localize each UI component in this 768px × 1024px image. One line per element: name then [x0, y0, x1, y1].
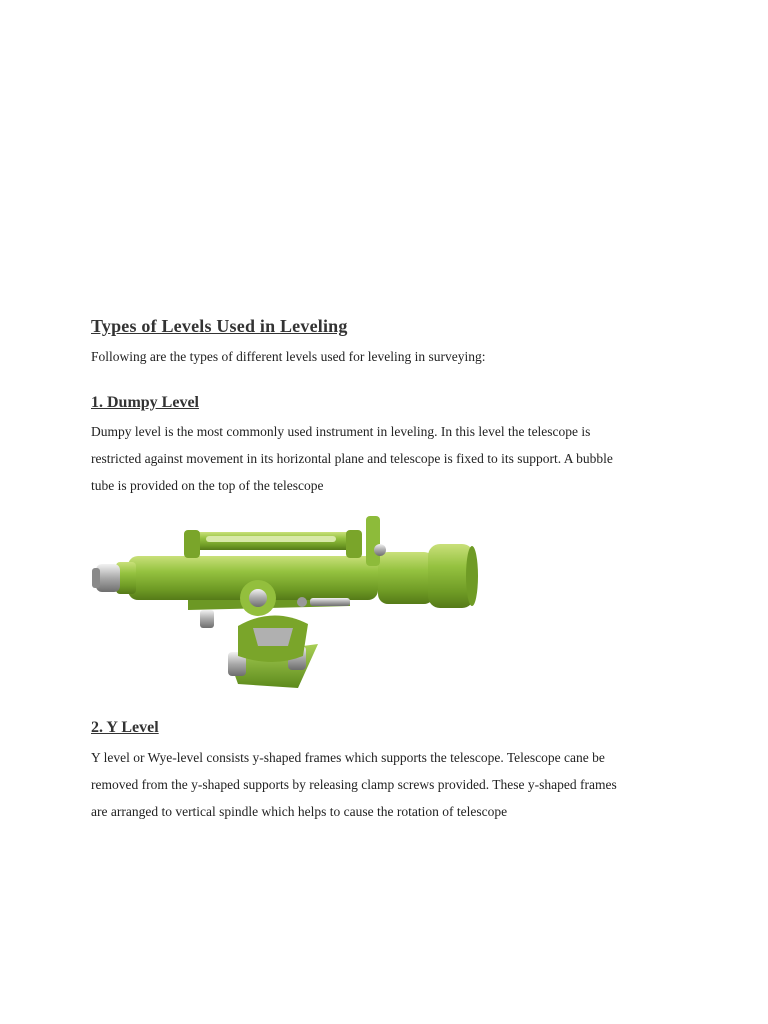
intro-text: Following are the types of different levels used for leveling in surveying:: [91, 349, 486, 364]
body-line: Dumpy level is the most commonly used instrument in leveling. In this level the telescope is: [91, 424, 591, 439]
section-body-dumpy-level: [91, 418, 691, 499]
body-line: are arranged to vertical spindle which helps to cause the rotation of telescope: [91, 804, 508, 819]
tangent-screw: [310, 598, 350, 606]
bubble-tube-end: [184, 530, 200, 558]
bubble-vial: [206, 536, 336, 542]
section-heading-dumpy-level: 1. Dumpy Level: [91, 394, 199, 411]
section-body-y-level: [91, 744, 691, 825]
section-heading-y-level: 2. Y Level: [91, 719, 159, 736]
screw-head: [297, 597, 307, 607]
mirror-bracket: [366, 516, 380, 566]
objective-tube: [378, 552, 434, 604]
bracket-screw: [374, 544, 386, 556]
body-line: restricted against movement in its horizontal plane and telescope is fixed to its support. A bubble: [91, 451, 613, 466]
foot-screw: [200, 610, 214, 628]
bubble-tube-end: [346, 530, 362, 558]
body-line: tube is provided on the top of the telescope: [91, 478, 324, 493]
focusing-knob-center: [249, 589, 267, 607]
eyepiece-cap: [92, 568, 100, 588]
body-line: Y level or Wye-level consists y-shaped frames which supports the telescope. Telescope cane be: [91, 750, 605, 765]
objective-lens-rim: [466, 546, 478, 606]
spindle: [253, 628, 293, 646]
dumpy-level-drawing: [88, 506, 480, 696]
body-line: removed from the y-shaped supports by releasing clamp screws provided. These y-shaped frames: [91, 777, 617, 792]
document-title: Types of Levels Used in Leveling: [91, 316, 348, 336]
dumpy-level-instrument-photo: [88, 506, 480, 696]
